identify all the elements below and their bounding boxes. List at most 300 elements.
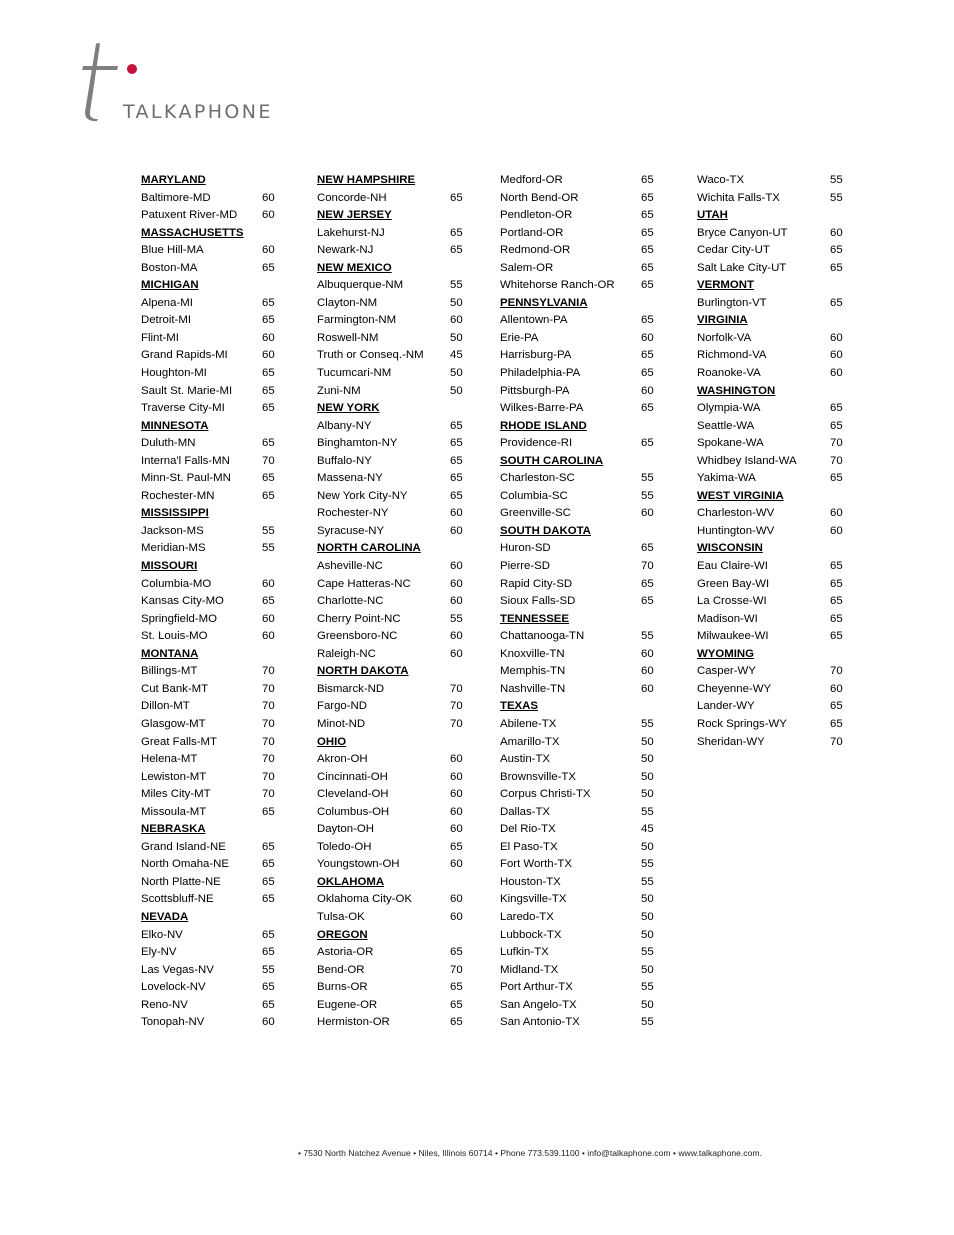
city-row xyxy=(697,558,847,576)
city-row xyxy=(500,646,660,664)
speed-value: 65 xyxy=(830,577,843,590)
city-row xyxy=(141,927,276,945)
city-row xyxy=(141,207,276,225)
city-name: Pittsburgh-PA xyxy=(500,384,570,397)
city-row xyxy=(317,242,467,260)
state-name: UTAH xyxy=(697,209,728,222)
speed-value: 65 xyxy=(641,209,654,222)
city-row xyxy=(697,330,847,348)
state-name: WYOMING xyxy=(697,647,754,660)
state-heading xyxy=(697,207,847,225)
city-row xyxy=(317,944,467,962)
city-row xyxy=(500,997,660,1015)
city-name: Missoula-MT xyxy=(141,805,207,818)
speed-value: 65 xyxy=(262,875,275,888)
speed-value: 50 xyxy=(641,893,654,906)
speed-value: 60 xyxy=(450,858,463,871)
speed-value: 60 xyxy=(830,507,843,520)
speed-value: 65 xyxy=(262,296,275,309)
state-heading xyxy=(141,277,276,295)
city-row xyxy=(141,400,276,418)
speed-value: 60 xyxy=(450,753,463,766)
speed-value: 60 xyxy=(450,630,463,643)
city-name: Whidbey Island-WA xyxy=(697,454,797,467)
state-name: NEBRASKA xyxy=(141,823,206,836)
state-heading xyxy=(141,418,276,436)
speed-value: 70 xyxy=(262,682,275,695)
state-heading xyxy=(500,523,660,541)
city-name: Toledo-OH xyxy=(317,840,372,853)
city-row xyxy=(141,435,276,453)
city-row xyxy=(697,295,847,313)
city-name: Eau Claire-WI xyxy=(697,560,768,573)
city-row xyxy=(317,751,467,769)
city-row xyxy=(317,804,467,822)
speed-value: 70 xyxy=(262,454,275,467)
city-name: Rock Springs-WY xyxy=(697,717,787,730)
city-name: Dayton-OH xyxy=(317,823,374,836)
state-name: WEST VIRGINIA xyxy=(697,489,784,502)
city-row xyxy=(500,804,660,822)
city-row xyxy=(141,891,276,909)
speed-value: 65 xyxy=(262,805,275,818)
city-name: Cheyenne-WY xyxy=(697,682,772,695)
state-heading xyxy=(141,909,276,927)
speed-value: 60 xyxy=(641,682,654,695)
city-row xyxy=(141,681,276,699)
speed-value: 65 xyxy=(450,489,463,502)
city-name: Kingsville-TX xyxy=(500,893,567,906)
city-row xyxy=(141,611,276,629)
city-name: Cape Hatteras-NC xyxy=(317,577,411,590)
city-row xyxy=(317,786,467,804)
city-row xyxy=(500,330,660,348)
city-name: Brownsville-TX xyxy=(500,770,576,783)
city-name: Baltimore-MD xyxy=(141,191,211,204)
speed-value: 50 xyxy=(450,384,463,397)
city-name: Olympia-WA xyxy=(697,402,761,415)
city-name: Albuquerque-NM xyxy=(317,279,404,292)
city-name: Lovelock-NV xyxy=(141,981,206,994)
city-name: Waco-TX xyxy=(697,174,745,186)
city-row xyxy=(317,576,467,594)
city-row xyxy=(697,628,847,646)
city-row xyxy=(317,470,467,488)
city-name: Laredo-TX xyxy=(500,910,554,923)
city-name: Astoria-OR xyxy=(317,946,374,959)
city-row xyxy=(317,488,467,506)
speed-value: 60 xyxy=(830,682,843,695)
city-name: Whitehorse Ranch-OR xyxy=(500,279,615,292)
speed-value: 65 xyxy=(641,174,654,186)
speed-value: 60 xyxy=(830,331,843,344)
city-row xyxy=(141,488,276,506)
city-row xyxy=(141,383,276,401)
city-row xyxy=(317,593,467,611)
city-name: Seattle-WA xyxy=(697,419,755,432)
state-heading xyxy=(697,312,847,330)
column-4 xyxy=(697,172,847,751)
city-name: Wichita Falls-TX xyxy=(697,191,780,204)
city-row xyxy=(141,698,276,716)
state-heading xyxy=(500,453,660,471)
city-row xyxy=(697,663,847,681)
speed-value: 60 xyxy=(450,595,463,608)
city-name: New York City-NY xyxy=(317,489,408,502)
speed-value: 65 xyxy=(641,314,654,327)
city-row xyxy=(697,698,847,716)
city-name: Allentown-PA xyxy=(500,314,568,327)
speed-value: 65 xyxy=(641,437,654,450)
speed-value: 65 xyxy=(262,472,275,485)
city-row xyxy=(500,558,660,576)
city-name: Greensboro-NC xyxy=(317,630,398,643)
speed-value: 65 xyxy=(450,419,463,432)
state-name: MASSACHUSETTS xyxy=(141,226,244,239)
city-row xyxy=(141,365,276,383)
city-name: Columbia-SC xyxy=(500,489,568,502)
state-name: NEVADA xyxy=(141,910,189,923)
speed-value: 70 xyxy=(641,560,654,573)
speed-value: 70 xyxy=(450,963,463,976)
state-name: NORTH DAKOTA xyxy=(317,665,409,678)
state-name: MINNESOTA xyxy=(141,419,209,432)
city-row xyxy=(317,505,467,523)
city-name: Glasgow-MT xyxy=(141,717,206,730)
city-row xyxy=(317,1014,467,1032)
city-row xyxy=(141,769,276,787)
city-name: Lufkin-TX xyxy=(500,946,549,959)
speed-value: 65 xyxy=(450,191,463,204)
city-name: North Bend-OR xyxy=(500,191,579,204)
city-row xyxy=(317,523,467,541)
speed-value: 70 xyxy=(262,770,275,783)
speed-value: 55 xyxy=(641,875,654,888)
state-heading xyxy=(697,383,847,401)
speed-value: 70 xyxy=(262,753,275,766)
city-name: Salem-OR xyxy=(500,261,554,274)
state-heading xyxy=(141,505,276,523)
city-row xyxy=(317,769,467,787)
city-row xyxy=(500,891,660,909)
city-name: Las Vegas-NV xyxy=(141,963,214,976)
city-name: North Omaha-NE xyxy=(141,858,229,871)
column-3 xyxy=(500,172,660,1032)
city-row xyxy=(500,856,660,874)
speed-value: 70 xyxy=(262,665,275,678)
city-name: Medford-OR xyxy=(500,174,563,186)
state-name: MISSISSIPPI xyxy=(141,507,209,520)
speed-value: 50 xyxy=(641,840,654,853)
city-name: Erie-PA xyxy=(500,331,539,344)
city-name: Pendleton-OR xyxy=(500,209,573,222)
city-row xyxy=(317,330,467,348)
city-row xyxy=(500,751,660,769)
speed-value: 55 xyxy=(641,981,654,994)
speed-value: 70 xyxy=(830,437,843,450)
speed-value: 50 xyxy=(641,928,654,941)
city-name: Richmond-VA xyxy=(697,349,767,362)
speed-value: 50 xyxy=(641,910,654,923)
speed-value: 55 xyxy=(641,489,654,502)
city-name: Rochester-NY xyxy=(317,507,389,520)
city-row xyxy=(500,225,660,243)
state-name: NEW MEXICO xyxy=(317,261,392,274)
speed-value: 60 xyxy=(262,331,275,344)
city-row xyxy=(500,962,660,980)
city-row xyxy=(697,190,847,208)
state-name: OREGON xyxy=(317,928,368,941)
state-name: WISCONSIN xyxy=(697,542,763,555)
state-heading xyxy=(317,734,467,752)
city-name: Albany-NY xyxy=(317,419,372,432)
city-row xyxy=(500,400,660,418)
city-name: Buffalo-NY xyxy=(317,454,372,467)
city-name: Madison-WI xyxy=(697,612,758,625)
city-name: Tulsa-OK xyxy=(317,910,365,923)
city-row xyxy=(500,839,660,857)
city-row xyxy=(317,225,467,243)
speed-value: 60 xyxy=(450,805,463,818)
speed-value: 65 xyxy=(262,595,275,608)
city-row xyxy=(500,488,660,506)
city-row xyxy=(500,821,660,839)
city-row xyxy=(141,856,276,874)
city-name: Traverse City-MI xyxy=(141,402,225,415)
speed-value: 60 xyxy=(450,770,463,783)
state-name: NEW JERSEY xyxy=(317,209,392,222)
city-row xyxy=(500,435,660,453)
state-heading xyxy=(697,540,847,558)
state-name: NEW YORK xyxy=(317,402,380,415)
speed-value: 55 xyxy=(641,805,654,818)
city-name: Abilene-TX xyxy=(500,717,557,730)
city-row xyxy=(141,347,276,365)
city-name: Binghamton-NY xyxy=(317,437,398,450)
speed-value: 70 xyxy=(262,788,275,801)
state-heading xyxy=(141,225,276,243)
state-name: SOUTH CAROLINA xyxy=(500,454,604,467)
speed-value: 60 xyxy=(262,1016,275,1029)
speed-value: 60 xyxy=(450,560,463,573)
city-name: Sheridan-WY xyxy=(697,735,765,748)
city-name: Yakima-WA xyxy=(697,472,756,485)
city-row xyxy=(500,540,660,558)
city-row xyxy=(500,734,660,752)
city-row xyxy=(317,698,467,716)
state-name: MICHIGAN xyxy=(141,279,199,292)
state-name: RHODE ISLAND xyxy=(500,419,587,432)
city-row xyxy=(317,997,467,1015)
state-name: VERMONT xyxy=(697,279,754,292)
city-name: San Angelo-TX xyxy=(500,998,577,1011)
speed-value: 70 xyxy=(450,717,463,730)
city-row xyxy=(500,944,660,962)
city-name: Midland-TX xyxy=(500,963,559,976)
state-heading xyxy=(317,540,467,558)
city-name: Oklahoma City-OK xyxy=(317,893,412,906)
speed-value: 65 xyxy=(450,472,463,485)
city-row xyxy=(141,839,276,857)
city-row xyxy=(141,576,276,594)
city-name: Newark-NJ xyxy=(317,244,374,257)
city-name: Rapid City-SD xyxy=(500,577,573,590)
city-name: Hermiston-OR xyxy=(317,1016,390,1029)
state-name: NORTH CAROLINA xyxy=(317,542,421,555)
city-name: Alpena-MI xyxy=(141,296,193,309)
city-row xyxy=(317,347,467,365)
speed-value: 70 xyxy=(830,735,843,748)
state-name: NEW HAMPSHIRE xyxy=(317,174,416,186)
speed-value: 65 xyxy=(262,314,275,327)
city-row xyxy=(317,821,467,839)
speed-value: 65 xyxy=(641,577,654,590)
speed-value: 70 xyxy=(262,700,275,713)
city-name: Springfield-MO xyxy=(141,612,217,625)
speed-value: 55 xyxy=(830,191,843,204)
speed-value: 55 xyxy=(641,472,654,485)
city-row xyxy=(500,769,660,787)
speed-value: 60 xyxy=(262,191,275,204)
speed-value: 65 xyxy=(830,419,843,432)
city-name: Tucumcari-NM xyxy=(317,367,392,380)
city-name: Fargo-ND xyxy=(317,700,368,713)
city-name: Scottsbluff-NE xyxy=(141,893,214,906)
city-name: Charlotte-NC xyxy=(317,595,384,608)
speed-value: 65 xyxy=(641,191,654,204)
city-row xyxy=(500,786,660,804)
city-row xyxy=(141,242,276,260)
speed-value: 60 xyxy=(450,910,463,923)
city-row xyxy=(141,260,276,278)
speed-value: 60 xyxy=(450,647,463,660)
state-heading xyxy=(317,260,467,278)
footer-address: • 7530 North Natchez Avenue • Niles, Illinois 60714 • Phone 773.539.1100 • info@talkaphone.com • www.talkaphone.com. xyxy=(298,1148,762,1158)
speed-value: 65 xyxy=(641,244,654,257)
city-row xyxy=(500,909,660,927)
speed-value: 60 xyxy=(262,612,275,625)
state-heading xyxy=(317,400,467,418)
speed-value: 65 xyxy=(641,261,654,274)
city-name: Cut Bank-MT xyxy=(141,682,209,695)
speed-value: 65 xyxy=(641,595,654,608)
speed-value: 65 xyxy=(450,981,463,994)
city-name: Ely-NV xyxy=(141,946,177,959)
city-name: Salt Lake City-UT xyxy=(697,261,787,274)
speed-value: 60 xyxy=(262,630,275,643)
city-row xyxy=(500,277,660,295)
state-name: OHIO xyxy=(317,735,347,748)
city-row xyxy=(141,470,276,488)
speed-value: 65 xyxy=(262,858,275,871)
city-row xyxy=(697,242,847,260)
city-name: Patuxent River-MD xyxy=(141,209,238,222)
city-row xyxy=(500,716,660,734)
city-name: Blue Hill-MA xyxy=(141,244,204,257)
speed-value: 65 xyxy=(262,261,275,274)
speed-value: 60 xyxy=(262,577,275,590)
city-name: Asheville-NC xyxy=(317,560,383,573)
state-name: WASHINGTON xyxy=(697,384,776,397)
city-name: Charleston-WV xyxy=(697,507,775,520)
state-name: MISSOURI xyxy=(141,560,198,573)
speed-value: 60 xyxy=(641,384,654,397)
city-name: Grand Island-NE xyxy=(141,840,226,853)
city-name: Minn-St. Paul-MN xyxy=(141,472,231,485)
speed-value: 60 xyxy=(830,349,843,362)
city-name: Providence-RI xyxy=(500,437,573,450)
city-row xyxy=(141,295,276,313)
state-name: SOUTH DAKOTA xyxy=(500,524,591,537)
speed-value: 60 xyxy=(830,524,843,537)
city-row xyxy=(141,716,276,734)
city-row xyxy=(317,646,467,664)
city-row xyxy=(141,997,276,1015)
speed-value: 60 xyxy=(450,577,463,590)
speed-value: 65 xyxy=(830,717,843,730)
speed-value: 65 xyxy=(830,261,843,274)
city-name: Rochester-MN xyxy=(141,489,215,502)
speed-value: 55 xyxy=(641,717,654,730)
city-row xyxy=(697,365,847,383)
city-name: Dillon-MT xyxy=(141,700,190,713)
city-name: Redmond-OR xyxy=(500,244,571,257)
city-name: Corpus Christi-TX xyxy=(500,788,591,801)
city-row xyxy=(141,593,276,611)
city-row xyxy=(500,172,660,190)
city-name: Detroit-MI xyxy=(141,314,191,327)
city-name: Sioux Falls-SD xyxy=(500,595,576,608)
city-name: Knoxville-TN xyxy=(500,647,565,660)
speed-value: 65 xyxy=(262,384,275,397)
speed-value: 55 xyxy=(641,858,654,871)
state-heading xyxy=(697,646,847,664)
city-row xyxy=(500,190,660,208)
city-row xyxy=(141,962,276,980)
city-name: Roswell-NM xyxy=(317,331,379,344)
speed-value: 55 xyxy=(830,174,843,186)
state-heading xyxy=(141,646,276,664)
speed-value: 65 xyxy=(262,402,275,415)
city-name: Houston-TX xyxy=(500,875,561,888)
city-name: Youngstown-OH xyxy=(317,858,400,871)
speed-value: 65 xyxy=(830,296,843,309)
city-name: Interna'l Falls-MN xyxy=(141,454,230,467)
city-row xyxy=(697,716,847,734)
city-name: Fort Worth-TX xyxy=(500,858,572,871)
city-row xyxy=(500,242,660,260)
city-row xyxy=(697,172,847,190)
city-row xyxy=(317,891,467,909)
city-row xyxy=(317,435,467,453)
city-row xyxy=(697,734,847,752)
city-name: Miles City-MT xyxy=(141,788,211,801)
city-name: Burns-OR xyxy=(317,981,368,994)
speed-value: 50 xyxy=(641,788,654,801)
city-name: Eugene-OR xyxy=(317,998,378,1011)
column-1 xyxy=(141,172,276,1032)
city-row xyxy=(500,347,660,365)
state-heading xyxy=(500,418,660,436)
city-row xyxy=(697,418,847,436)
speed-value: 60 xyxy=(450,507,463,520)
city-row xyxy=(317,365,467,383)
speed-value: 50 xyxy=(450,296,463,309)
city-name: Greenville-SC xyxy=(500,507,571,520)
city-name: Grand Rapids-MI xyxy=(141,349,228,362)
city-row xyxy=(317,681,467,699)
city-name: Akron-OH xyxy=(317,753,368,766)
